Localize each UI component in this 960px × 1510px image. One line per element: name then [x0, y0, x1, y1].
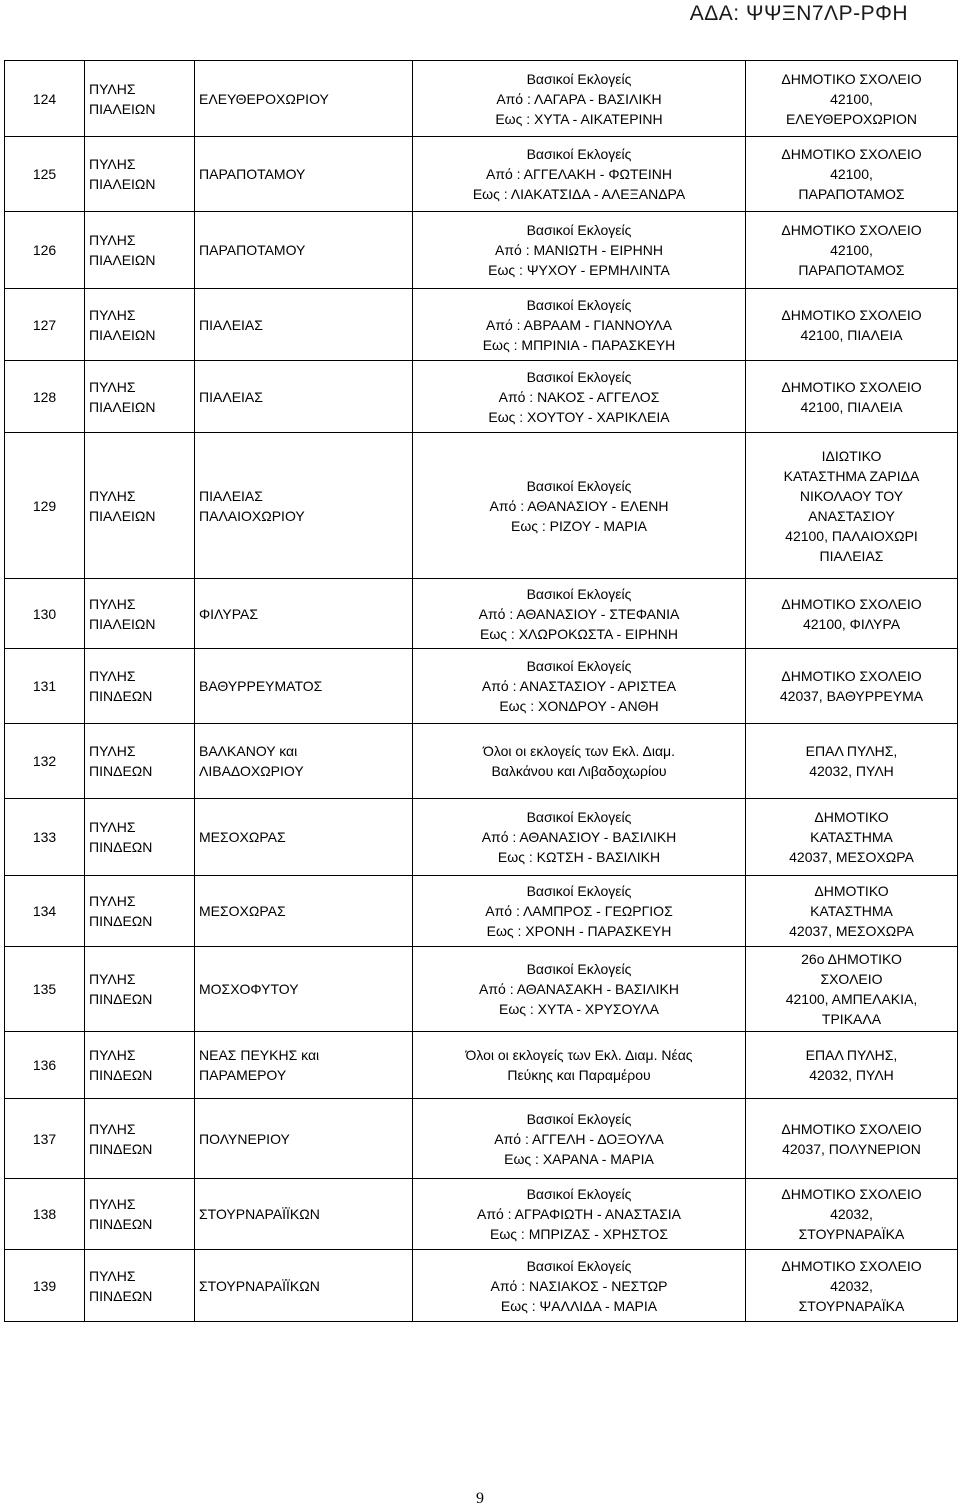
cell-location-line: ΣΤΟΥΡΝΑΡΑΪΚΑ: [798, 1297, 905, 1314]
cell-community-line: ΠΑΡΑΠΟΤΑΜΟΥ: [199, 242, 306, 258]
table-row: [5, 799, 958, 876]
cell-municipality: [85, 433, 195, 579]
cell-community: [195, 1250, 413, 1322]
cell-location-line: ΔΗΜΟΤΙΚΟ ΣΧΟΛΕΙΟ: [781, 146, 922, 162]
cell-municipality: [85, 1179, 195, 1250]
cell-location: [746, 61, 958, 137]
cell-community: [195, 876, 413, 947]
cell-community-line: ΣΤΟΥΡΝΑΡΑΪΪΚΩΝ: [199, 1206, 320, 1222]
cell-municipality: [85, 361, 195, 433]
cell-location-line: 42032, ΠΥΛΗ: [809, 1067, 894, 1083]
cell-community: [195, 799, 413, 876]
cell-municipality-line: ΠΙΝΔΕΩΝ: [89, 763, 153, 779]
cell-number: 134: [5, 876, 85, 947]
cell-voters: [413, 876, 746, 947]
cell-location-line: ΕΠΑΛ ΠΥΛΗΣ,: [805, 743, 898, 759]
cell-voters-line: Βασικοί Εκλογείς: [526, 368, 632, 385]
cell-municipality: [85, 1032, 195, 1099]
cell-location-line: 42100,: [830, 242, 873, 258]
cell-municipality-line: ΠΙΝΔΕΩΝ: [89, 991, 153, 1007]
cell-location-line: ΚΑΤΑΣΤΗΜΑ ΖΑΡΙΔΑ: [783, 467, 920, 484]
table-row: [5, 876, 958, 947]
cell-voters-line: Βασικοί Εκλογείς: [526, 146, 632, 162]
cell-community-line: ΕΛΕΥΘΕΡΟΧΩΡΙΟΥ: [199, 90, 329, 107]
cell-location-line: ΤΡΙΚΑΛΑ: [821, 1011, 882, 1027]
cell-location: [746, 799, 958, 876]
cell-voters-line: Από : ΑΝΑΣΤΑΣΙΟΥ - ΑΡΙΣΤΕΑ: [481, 678, 677, 694]
cell-location-line: 42037, ΜΕΣΟΧΩΡΑ: [789, 923, 914, 939]
cell-location-line: ΝΙΚΟΛΑΟΥ ΤΟΥ: [799, 487, 904, 504]
cell-municipality: [85, 1099, 195, 1179]
cell-location-line: ΔΗΜΟΤΙΚΟ ΣΧΟΛΕΙΟ: [781, 1257, 922, 1274]
cell-location: [746, 212, 958, 289]
cell-community-line: ΠΙΑΛΕΙΑΣ: [199, 388, 263, 405]
cell-location-line: 42100,: [830, 166, 873, 182]
cell-location-line: 42037, ΒΑΘΥΡΡΕΥΜΑ: [779, 688, 924, 704]
cell-number: 135: [5, 947, 85, 1032]
cell-voters-line: Από : ΑΘΑΝΑΣΙΟΥ - ΒΑΣΙΛΙΚΗ: [481, 829, 677, 845]
cell-municipality-line: ΠΥΛΗΣ: [89, 1047, 136, 1063]
cell-community: [195, 579, 413, 649]
cell-location: [746, 1179, 958, 1250]
cell-municipality: [85, 1250, 195, 1322]
cell-location: [746, 1250, 958, 1322]
cell-municipality-line: ΠΥΛΗΣ: [89, 1120, 136, 1137]
cell-voters-line: Εως : ΧΡΟΝΗ - ΠΑΡΑΣΚΕΥΗ: [486, 923, 672, 939]
cell-location: [746, 1032, 958, 1099]
cell-location-line: 42100, ΠΙΑΛΕΙΑ: [800, 398, 903, 415]
cell-voters-line: Από : ΛΑΜΠΡΟΣ - ΓΕΩΡΓΙΟΣ: [485, 903, 673, 919]
cell-voters-line: Εως : ΧΥΤΑ - ΑΙΚΑΤΕΡΙΝΗ: [495, 110, 663, 127]
cell-municipality-line: ΠΙΑΛΕΙΩΝ: [89, 252, 156, 268]
table-row: [5, 137, 958, 212]
cell-location-line: ΠΑΡΑΠΟΤΑΜΟΣ: [798, 186, 905, 202]
cell-number: 136: [5, 1032, 85, 1099]
cell-voters: [413, 1179, 746, 1250]
page-number: 9: [476, 1490, 484, 1507]
cell-voters-line: Από : ΑΓΡΑΦΙΩΤΗ - ΑΝΑΣΤΑΣΙΑ: [477, 1206, 681, 1222]
cell-community-line: ΠΙΑΛΕΙΑΣ: [199, 487, 263, 504]
cell-location-line: ΔΗΜΟΤΙΚΟ ΣΧΟΛΕΙΟ: [781, 1120, 922, 1137]
cell-voters-line: Εως : ΧΑΡΑΝΑ - ΜΑΡΙΑ: [504, 1150, 654, 1167]
cell-location-line: 42032,: [830, 1206, 873, 1222]
cell-voters-line: Από : ΜΑΝΙΩΤΗ - ΕΙΡΗΝΗ: [495, 242, 663, 258]
cell-municipality-line: ΠΙΑΛΕΙΩΝ: [89, 100, 156, 117]
cell-municipality: [85, 137, 195, 212]
cell-location-line: ΠΙΑΛΕΙΑΣ: [819, 547, 884, 564]
cell-location-line: 42032, ΠΥΛΗ: [809, 763, 894, 779]
cell-community-line: ΦΙΛΥΡΑΣ: [199, 605, 259, 622]
cell-location-line: ΔΗΜΟΤΙΚΟ ΣΧΟΛΕΙΟ: [781, 378, 922, 395]
cell-municipality-line: ΠΥΛΗΣ: [89, 743, 136, 759]
cell-location-line: ΔΗΜΟΤΙΚΟ ΣΧΟΛΕΙΟ: [781, 1186, 922, 1202]
cell-municipality: [85, 799, 195, 876]
cell-location-line: ΚΑΤΑΣΤΗΜΑ: [810, 829, 893, 845]
cell-location: [746, 361, 958, 433]
cell-municipality-line: ΠΙΝΔΕΩΝ: [89, 1140, 153, 1157]
cell-number: 129: [5, 433, 85, 579]
cell-community: [195, 212, 413, 289]
table-row: [5, 1032, 958, 1099]
cell-municipality-line: ΠΥΛΗΣ: [89, 893, 136, 909]
cell-municipality-line: ΠΙΑΛΕΙΩΝ: [89, 507, 156, 524]
cell-voters-line: Από : ΝΑΣΙΑΚΟΣ - ΝΕΣΤΩΡ: [490, 1277, 668, 1294]
cell-municipality-line: ΠΙΑΛΕΙΩΝ: [89, 176, 156, 192]
cell-community-line: ΒΑΛΚΑΝΟΥ και: [199, 743, 298, 759]
table-row: [5, 649, 958, 724]
cell-municipality-line: ΠΙΑΛΕΙΩΝ: [89, 615, 156, 632]
cell-location-line: ΕΛΕΥΘΕΡΟΧΩΡΙΟΝ: [785, 110, 918, 127]
cell-location-line: ΔΗΜΟΤΙΚΟ: [814, 883, 889, 899]
cell-voters-line: Εως : ΚΩΤΣΗ - ΒΑΣΙΛΙΚΗ: [497, 849, 661, 865]
cell-location: [746, 947, 958, 1032]
table-row: [5, 1099, 958, 1179]
cell-municipality: [85, 947, 195, 1032]
table-row: [5, 1250, 958, 1322]
table-row: [5, 289, 958, 361]
cell-number: 139: [5, 1250, 85, 1322]
cell-voters: [413, 1250, 746, 1322]
cell-number: 128: [5, 361, 85, 433]
cell-voters: [413, 724, 746, 799]
cell-community-line: ΠΑΡΑΠΟΤΑΜΟΥ: [199, 166, 306, 182]
table-row: [5, 947, 958, 1032]
cell-location-line: ΠΑΡΑΠΟΤΑΜΟΣ: [798, 262, 905, 278]
cell-voters-line: Εως : ΨΑΛΛΙΔΑ - ΜΑΡΙΑ: [500, 1297, 658, 1314]
cell-number: 133: [5, 799, 85, 876]
cell-location-line: ΔΗΜΟΤΙΚΟ ΣΧΟΛΕΙΟ: [781, 668, 922, 684]
cell-voters-line: Από : ΛΑΓΑΡΑ - ΒΑΣΙΛΙΚΗ: [496, 90, 662, 107]
cell-community-line: ΠΑΡΑΜΕΡΟΥ: [199, 1067, 287, 1083]
cell-community: [195, 724, 413, 799]
cell-voters-line: Βαλκάνου και Λιβαδοχωρίου: [491, 763, 667, 779]
cell-voters-line: Εως : ΜΠΡΙΖΑΣ - ΧΡΗΣΤΟΣ: [490, 1226, 668, 1242]
cell-location: [746, 876, 958, 947]
cell-voters: [413, 61, 746, 137]
cell-voters: [413, 361, 746, 433]
cell-voters-line: Από : ΑΘΑΝΑΣΑΚΗ - ΒΑΣΙΛΙΚΗ: [479, 981, 679, 997]
cell-voters-line: Βασικοί Εκλογείς: [526, 70, 632, 87]
table-row: [5, 433, 958, 579]
cell-location-line: 42100, ΠΙΑΛΕΙΑ: [800, 326, 903, 343]
cell-voters-line: Εως : ΨΥΧΟΥ - ΕΡΜΗΛΙΝΤΑ: [488, 262, 670, 278]
cell-community-line: ΜΕΣΟΧΩΡΑΣ: [199, 829, 286, 845]
cell-community: [195, 1179, 413, 1250]
table-row: [5, 61, 958, 137]
cell-community-line: ΜΕΣΟΧΩΡΑΣ: [199, 903, 286, 919]
table-row: [5, 1179, 958, 1250]
cell-voters: [413, 799, 746, 876]
cell-location: [746, 724, 958, 799]
cell-location-line: 42100, ΠΑΛΑΙΟΧΩΡΙ: [785, 527, 918, 544]
cell-voters-line: Από : ΑΘΑΝΑΣΙΟΥ - ΕΛΕΝΗ: [489, 497, 669, 514]
cell-municipality: [85, 724, 195, 799]
cell-community-line: ΒΑΘΥΡΡΕΥΜΑΤΟΣ: [199, 678, 323, 694]
cell-municipality-line: ΠΥΛΗΣ: [89, 487, 136, 504]
cell-number: 125: [5, 137, 85, 212]
cell-municipality: [85, 61, 195, 137]
cell-voters-line: Βασικοί Εκλογείς: [526, 961, 632, 977]
cell-community: [195, 361, 413, 433]
table-body: [5, 61, 958, 1322]
cell-municipality-line: ΠΥΛΗΣ: [89, 1267, 136, 1284]
cell-location-line: ΔΗΜΟΤΙΚΟ: [814, 809, 889, 825]
ada-header: ΑΔΑ: ΨΨΞΝ7ΛΡ-ΡΦΗ: [689, 2, 908, 25]
cell-municipality: [85, 579, 195, 649]
cell-number: 131: [5, 649, 85, 724]
table-row: [5, 212, 958, 289]
cell-location-line: ΕΠΑΛ ΠΥΛΗΣ,: [805, 1047, 898, 1063]
cell-location-line: ΣΤΟΥΡΝΑΡΑΪΚΑ: [798, 1226, 905, 1242]
cell-voters-line: Βασικοί Εκλογείς: [526, 477, 632, 494]
cell-voters-line: Βασικοί Εκλογείς: [526, 658, 632, 674]
cell-municipality-line: ΠΙΝΔΕΩΝ: [89, 1287, 153, 1304]
cell-voters-line: Από : ΑΓΓΕΛΗ - ΔΟΞΟΥΛΑ: [494, 1130, 664, 1147]
cell-location: [746, 1099, 958, 1179]
cell-municipality-line: ΠΥΛΗΣ: [89, 306, 136, 323]
cell-voters-line: Εως : ΧΛΩΡΟΚΩΣΤΑ - ΕΙΡΗΝΗ: [480, 625, 678, 642]
table-row: [5, 361, 958, 433]
cell-community-line: ΠΑΛΑΙΟΧΩΡΙΟΥ: [199, 507, 305, 524]
table-row: [5, 579, 958, 649]
polling-stations-table: [4, 60, 958, 1322]
cell-location-line: ΙΔΙΩΤΙΚΟ: [821, 447, 882, 464]
cell-number: 130: [5, 579, 85, 649]
cell-municipality-line: ΠΥΛΗΣ: [89, 378, 136, 395]
cell-community-line: ΠΙΑΛΕΙΑΣ: [199, 316, 263, 333]
cell-voters-line: Πεύκης και Παραμέρου: [507, 1067, 651, 1083]
cell-location: [746, 579, 958, 649]
cell-municipality-line: ΠΥΛΗΣ: [89, 156, 136, 172]
cell-location-line: 42100,: [830, 90, 873, 107]
cell-municipality: [85, 649, 195, 724]
cell-municipality: [85, 212, 195, 289]
cell-location: [746, 137, 958, 212]
cell-municipality-line: ΠΙΑΛΕΙΩΝ: [89, 398, 156, 415]
cell-municipality-line: ΠΙΝΔΕΩΝ: [89, 688, 153, 704]
table-row: [5, 724, 958, 799]
cell-location-line: ΔΗΜΟΤΙΚΟ ΣΧΟΛΕΙΟ: [781, 222, 922, 238]
cell-voters-line: Όλοι οι εκλογείς των Εκλ. Διαμ.: [482, 743, 675, 759]
cell-voters-line: Εως : ΜΠΡΙΝΙΑ - ΠΑΡΑΣΚΕΥΗ: [482, 336, 676, 353]
cell-municipality: [85, 876, 195, 947]
cell-municipality: [85, 289, 195, 361]
cell-voters-line: Βασικοί Εκλογείς: [526, 1186, 632, 1202]
cell-municipality-line: ΠΙΝΔΕΩΝ: [89, 1216, 153, 1232]
cell-location-line: 42037, ΠΟΛΥΝΕΡΙΟΝ: [782, 1140, 921, 1157]
cell-voters-line: Από : ΝΑΚΟΣ - ΑΓΓΕΛΟΣ: [498, 388, 660, 405]
cell-community-line: ΛΙΒΑΔΟΧΩΡΙΟΥ: [199, 763, 304, 779]
cell-voters: [413, 947, 746, 1032]
cell-location-line: 26ο ΔΗΜΟΤΙΚΟ: [801, 951, 902, 967]
cell-municipality-line: ΠΙΝΔΕΩΝ: [89, 1067, 153, 1083]
cell-location: [746, 289, 958, 361]
cell-voters-line: Εως : ΛΙΑΚΑΤΣΙΔΑ - ΑΛΕΞΑΝΔΡΑ: [472, 186, 686, 202]
cell-voters-line: Όλοι οι εκλογείς των Εκλ. Διαμ. Νέας: [465, 1047, 693, 1063]
cell-municipality-line: ΠΥΛΗΣ: [89, 595, 136, 612]
cell-location-line: ΚΑΤΑΣΤΗΜΑ: [810, 903, 893, 919]
cell-voters-line: Από : ΑΓΓΕΛΑΚΗ - ΦΩΤΕΙΝΗ: [486, 166, 672, 182]
cell-voters-line: Εως : ΡΙΖΟΥ - ΜΑΡΙΑ: [511, 517, 647, 534]
cell-voters-line: Βασικοί Εκλογείς: [526, 1257, 632, 1274]
cell-municipality-line: ΠΥΛΗΣ: [89, 232, 136, 248]
cell-number: 127: [5, 289, 85, 361]
cell-voters: [413, 289, 746, 361]
cell-number: 126: [5, 212, 85, 289]
cell-municipality-line: ΠΥΛΗΣ: [89, 668, 136, 684]
cell-voters-line: Από : ΑΘΑΝΑΣΙΟΥ - ΣΤΕΦΑΝΙΑ: [478, 605, 680, 622]
cell-number: 138: [5, 1179, 85, 1250]
cell-community: [195, 433, 413, 579]
cell-number: 132: [5, 724, 85, 799]
cell-location-line: 42100, ΑΜΠΕΛΑΚΙΑ,: [785, 991, 918, 1007]
cell-location: [746, 649, 958, 724]
cell-community: [195, 1032, 413, 1099]
cell-municipality-line: ΠΙΝΔΕΩΝ: [89, 839, 153, 855]
cell-location-line: ΔΗΜΟΤΙΚΟ ΣΧΟΛΕΙΟ: [781, 306, 922, 323]
cell-municipality-line: ΠΥΛΗΣ: [89, 971, 136, 987]
cell-voters-line: Βασικοί Εκλογείς: [526, 296, 632, 313]
cell-location-line: 42100, ΦΙΛΥΡΑ: [802, 615, 901, 632]
cell-location-line: ΔΗΜΟΤΙΚΟ ΣΧΟΛΕΙΟ: [781, 595, 922, 612]
cell-location-line: 42037, ΜΕΣΟΧΩΡΑ: [789, 849, 914, 865]
cell-voters-line: Βασικοί Εκλογείς: [526, 809, 632, 825]
cell-voters-line: Βασικοί Εκλογείς: [526, 585, 632, 602]
cell-voters-line: Εως : ΧΥΤΑ - ΧΡΥΣΟΥΛΑ: [499, 1001, 659, 1017]
cell-municipality-line: ΠΥΛΗΣ: [89, 80, 136, 97]
cell-municipality-line: ΠΙΑΛΕΙΩΝ: [89, 326, 156, 343]
cell-municipality-line: ΠΥΛΗΣ: [89, 819, 136, 835]
cell-community: [195, 1099, 413, 1179]
cell-community-line: ΝΕΑΣ ΠΕΥΚΗΣ και: [199, 1047, 320, 1063]
cell-community: [195, 947, 413, 1032]
cell-voters-line: Από : ΑΒΡΑΑΜ - ΓΙΑΝΝΟΥΛΑ: [485, 316, 673, 333]
cell-location-line: ΣΧΟΛΕΙΟ: [820, 971, 883, 987]
cell-voters-line: Βασικοί Εκλογείς: [526, 1110, 632, 1127]
cell-municipality-line: ΠΙΝΔΕΩΝ: [89, 913, 153, 929]
cell-voters: [413, 137, 746, 212]
cell-community: [195, 649, 413, 724]
cell-community: [195, 137, 413, 212]
cell-community-line: ΣΤΟΥΡΝΑΡΑΪΪΚΩΝ: [199, 1277, 320, 1294]
cell-location-line: ΑΝΑΣΤΑΣΙΟΥ: [808, 507, 895, 524]
cell-location-line: 42032,: [830, 1277, 873, 1294]
cell-number: 137: [5, 1099, 85, 1179]
cell-voters: [413, 433, 746, 579]
cell-voters: [413, 212, 746, 289]
cell-community-line: ΠΟΛΥΝΕΡΙΟΥ: [199, 1130, 290, 1147]
cell-community: [195, 289, 413, 361]
cell-voters-line: Βασικοί Εκλογείς: [526, 883, 632, 899]
cell-community-line: ΜΟΣΧΟΦΥΤΟΥ: [199, 981, 299, 997]
cell-voters: [413, 1099, 746, 1179]
cell-voters-line: Εως : ΧΟΝΔΡΟΥ - ΑΝΘΗ: [499, 698, 659, 714]
cell-municipality-line: ΠΥΛΗΣ: [89, 1196, 136, 1212]
cell-voters-line: Εως : ΧΟΥΤΟΥ - ΧΑΡΙΚΛΕΙΑ: [488, 408, 670, 425]
cell-location: [746, 433, 958, 579]
cell-voters: [413, 1032, 746, 1099]
cell-voters: [413, 579, 746, 649]
cell-number: 124: [5, 61, 85, 137]
cell-location-line: ΔΗΜΟΤΙΚΟ ΣΧΟΛΕΙΟ: [781, 70, 922, 87]
cell-community: [195, 61, 413, 137]
cell-voters-line: Βασικοί Εκλογείς: [526, 222, 632, 238]
cell-voters: [413, 649, 746, 724]
